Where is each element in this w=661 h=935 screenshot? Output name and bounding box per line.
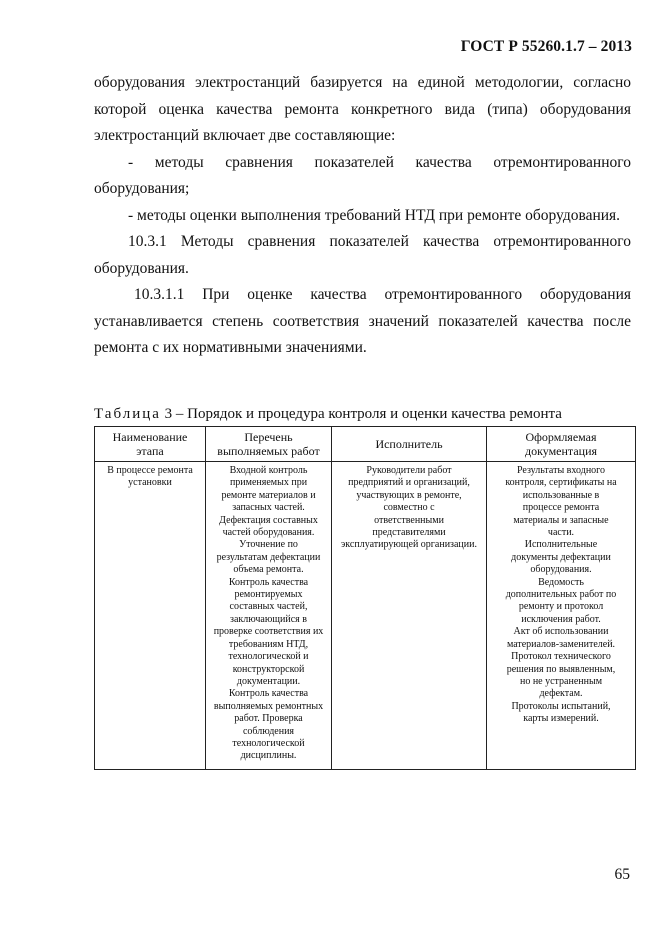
cell-line: В процессе ремонта (107, 465, 193, 476)
cell-line: Контроль качества (228, 688, 309, 700)
cell-line: участвующих в ремонте, (356, 489, 462, 501)
cell-line: конструкторской (232, 663, 305, 675)
cell-line: ремонту и протокол (518, 601, 604, 613)
paragraph: оборудования электростанций базируется на единой методологии, согласно которой оценка качества ремонта конкретного вида (типа) оборудования электростанций включает две составляющие: (94, 74, 631, 144)
cell-line: оборудования. (530, 564, 592, 576)
section-heading: 10.3.1 Методы сравнения показателей качества отремонтированного оборудования. (94, 233, 631, 277)
header-works: Перечень выполняемых работ (206, 427, 332, 462)
cell-line: предприятий и организаций, (348, 477, 470, 489)
cell-line: дополнительных работ по (505, 589, 617, 601)
cell-line: требованиям НТД, (228, 638, 309, 650)
cell-line: составных частей, (229, 601, 308, 613)
cell-line: дефектам. (539, 688, 583, 700)
cell-line: заключающийся в (230, 613, 307, 625)
document-code-header: ГОСТ Р 55260.1.7 – 2013 (460, 38, 632, 55)
cell-documents (487, 462, 636, 770)
table-caption-word: Таблица (94, 406, 161, 422)
control-procedure-table (94, 426, 636, 770)
cell-line: технологической и (228, 651, 309, 663)
table-header-row (95, 427, 636, 462)
cell-works (206, 462, 332, 770)
cell-line: работ. Проверка (234, 713, 303, 725)
cell-line: установки (128, 477, 172, 489)
cell-line: исключения работ. (521, 613, 601, 625)
cell-line: результатам дефектации (216, 551, 321, 563)
cell-line: ремонтируемых (234, 589, 303, 601)
cell-line: Контроль качества (228, 576, 309, 588)
list-item: - методы оценки выполнения требований НТД при ремонте оборудования. (128, 206, 621, 224)
cell-line: использованные в (522, 489, 600, 501)
cell-line: Входной контроль (229, 465, 308, 476)
cell-line: соблюдения (242, 725, 295, 737)
paragraph: 10.3.1.1 При оценке качества отремонтированного оборудования устанавливается степень соответствия значений показателей качества после ремонта с их нормативными значениями. (94, 286, 631, 356)
cell-line: Уточнение по (239, 539, 298, 551)
cell-line: решения по выявленным, (506, 663, 616, 675)
cell-line: проверке соответствия их (213, 626, 324, 638)
cell-line: Руководители работ (366, 465, 452, 476)
cell-line: Исполнительные (524, 539, 598, 551)
table-caption (94, 406, 562, 423)
table-caption-text: 3 – Порядок и процедура контроля и оценки качества ремонта (160, 406, 562, 422)
cell-line: Акт об использовании (513, 626, 609, 638)
list-item: - методы сравнения показателей качества отремонтированного оборудования; (94, 153, 631, 197)
cell-line: запасных частей. (232, 502, 305, 514)
cell-line: Результаты входного (516, 465, 606, 476)
cell-line: эксплуатирующей организации. (341, 539, 477, 551)
body-text (94, 70, 631, 362)
page-number: 65 (614, 866, 630, 883)
cell-line: совместно с (383, 502, 435, 514)
cell-line: дисциплины. (240, 750, 297, 762)
cell-line: Протоколы испытаний, (511, 700, 611, 712)
cell-line: Ведомость (538, 576, 584, 588)
cell-line: представителями (372, 527, 446, 539)
cell-line: контроля, сертификаты на (505, 477, 617, 489)
cell-executor (332, 462, 487, 770)
cell-line: выполняемых ремонтных (213, 700, 324, 712)
header-stage: Наименование этапа (95, 427, 206, 462)
cell-line: процессе ремонта (522, 502, 600, 514)
cell-line: технологической (232, 737, 305, 749)
cell-line: применяемых при (229, 477, 308, 489)
header-documents: Оформляемая документация (487, 427, 636, 462)
cell-line: Дефектация составных (219, 514, 318, 526)
cell-line: карты измерений. (523, 713, 599, 725)
cell-line: материалов-заменителей. (506, 638, 616, 650)
cell-line: документы дефектации (511, 551, 611, 563)
cell-stage (95, 462, 206, 770)
table-row (95, 462, 636, 770)
cell-line: части. (547, 527, 575, 539)
cell-line: документации. (236, 675, 301, 687)
cell-line: ответственными (374, 514, 444, 526)
cell-line: но не устраненным (519, 675, 603, 687)
cell-line: объема ремонта. (233, 564, 304, 576)
cell-line: материалы и запасные (513, 514, 609, 526)
cell-line: Протокол технического (511, 651, 611, 663)
cell-line: ремонте материалов и (221, 489, 316, 501)
cell-line: частей оборудования. (222, 527, 315, 539)
header-executor: Исполнитель (332, 427, 487, 462)
